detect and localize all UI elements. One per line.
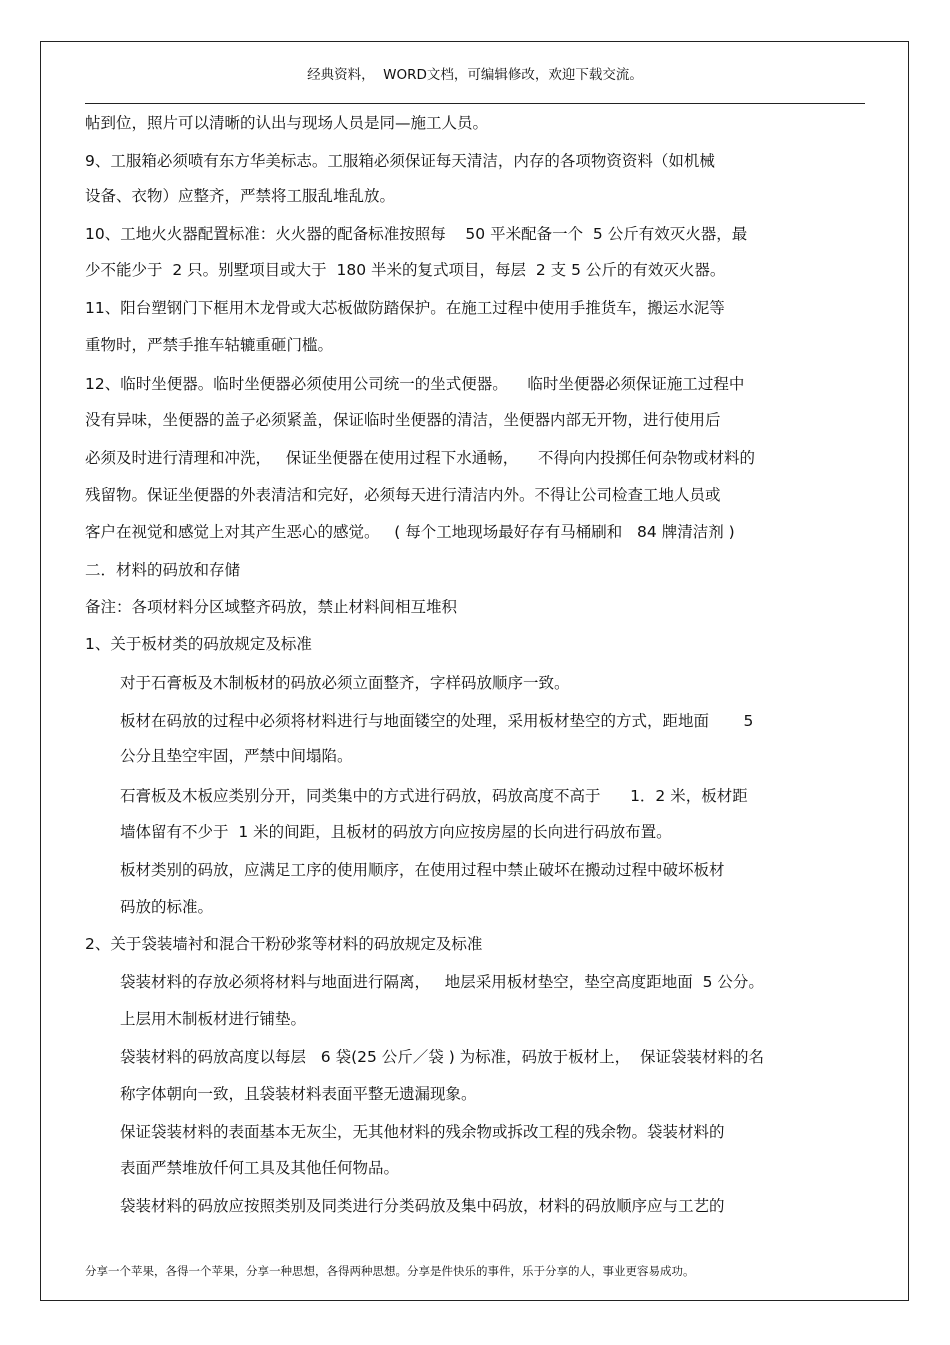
section-heading: 二．材料的码放和存储 — [85, 561, 241, 579]
text-line: 必须及时进行清理和冲洗， 保证坐便器在使用过程下水通畅， 不得向内投掷任何杂物或材料的 — [85, 449, 755, 467]
page-header: 经典资料， WORD文档，可编辑修改，欢迎下载交流。 — [307, 67, 643, 83]
subsection-heading: 1、关于板材类的码放规定及标准 — [85, 635, 312, 653]
text-line: 称字体朝向一致，且袋装材料表面平整无遗漏现象。 — [120, 1085, 477, 1103]
text-line: 9、工服箱必须喷有东方华美标志。工服箱必须保证每天清洁，内存的各项物资资料（如机械 — [85, 152, 715, 170]
text-line: 公分且垫空牢固，严禁中间塌陷。 — [120, 747, 353, 765]
text-line: 帖到位，照片可以清晰的认出与现场人员是同—施工人员。 — [85, 114, 489, 132]
text-line: 上层用木制板材进行铺垫。 — [120, 1010, 307, 1028]
text-line: 少不能少于 2 只。别墅项目或大于 180 半米的复式项目，每层 2 支 5 公斤的有效灭火器。 — [85, 261, 726, 279]
subsection-heading: 2、关于袋装墙衬和混合干粉砂浆等材料的码放规定及标准 — [85, 935, 483, 953]
text-line: 重物时，严禁手推车轱辘重砸门槛。 — [85, 336, 334, 354]
text-line: 袋装材料的码放高度以每层 6 袋(25 公斤／袋 ) 为标准，码放于板材上， 保证袋装材料的名 — [120, 1048, 765, 1066]
text-line: 没有异味，坐便器的盖子必须紧盖，保证临时坐便器的清洁，坐便器内部无开物，进行使用后 — [85, 411, 721, 429]
text-line: 对于石膏板及木制板材的码放必须立面整齐，字样码放顺序一致。 — [120, 674, 570, 692]
text-line: 袋装材料的存放必须将材料与地面进行隔离， 地层采用板材垫空，垫空高度距地面 5 公分。 — [120, 973, 764, 991]
text-line: 码放的标准。 — [120, 898, 214, 916]
text-line: 12、临时坐便器。临时坐便器必须使用公司统一的坐式便器。 临时坐便器必须保证施工过程中 — [85, 375, 745, 393]
page-footer: 分享一个苹果，各得一个苹果，分享一种思想，各得两种思想。分享是件快乐的事件，乐于分享的人，事业更容易成功。 — [85, 1264, 695, 1278]
text-line: 表面严禁堆放仟何工具及其他任何物品。 — [120, 1159, 400, 1177]
text-line: 板材类别的码放，应满足工序的使用顺序，在使用过程中禁止破坏在搬动过程中破坏板材 — [120, 861, 725, 879]
header-rule — [85, 103, 865, 104]
text-line: 客户在视觉和感觉上对其产生恶心的感觉。 ( 每个工地现场最好存有马桶刷和 84 牌清洁剂 ) — [85, 523, 735, 541]
text-line: 10、工地火火器配置标准：火火器的配备标准按照每 50 平米配备一个 5 公斤有效灭火器，最 — [85, 225, 748, 243]
text-line: 袋装材料的码放应按照类别及同类进行分类码放及集中码放，材料的码放顺序应与工艺的 — [120, 1197, 725, 1215]
text-line: 墙体留有不少于 1 米的间距，且板材的码放方向应按房屋的长向进行码放布置。 — [120, 823, 672, 841]
text-line: 备注：各项材料分区域整齐码放，禁止材料间相互堆积 — [85, 598, 458, 616]
text-line: 保证袋装材料的表面基本无灰尘，无其他材料的残余物或拆改工程的残余物。袋装材料的 — [120, 1123, 725, 1141]
text-line: 11、阳台塑钢门下框用木龙骨或大芯板做防踏保护。在施工过程中使用手推货车，搬运水泥等 — [85, 299, 725, 317]
text-line: 石膏板及木板应类别分开，同类集中的方式进行码放，码放高度不高于 1．2 米，板材距 — [120, 787, 748, 805]
text-line: 板材在码放的过程中必须将材料进行与地面镂空的处理，采用板材垫空的方式，距地面 5 — [120, 712, 754, 730]
text-line: 设备、衣物）应整齐，严禁将工服乱堆乱放。 — [85, 187, 396, 205]
text-line: 残留物。保证坐便器的外表清洁和完好，必须每天进行清洁内外。不得让公司检查工地人员或 — [85, 486, 721, 504]
